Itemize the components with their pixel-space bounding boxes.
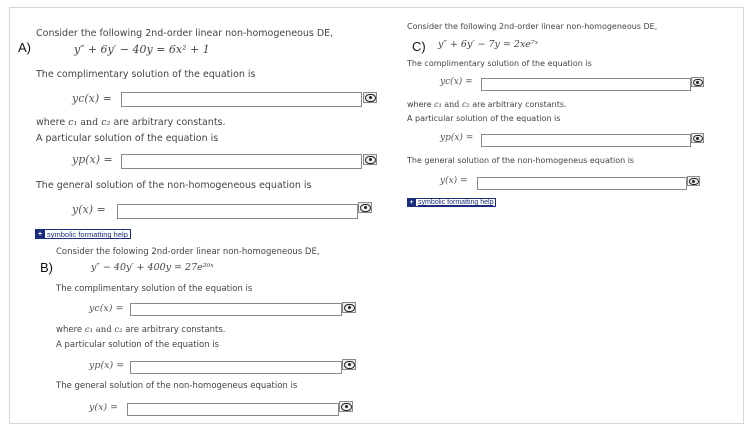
problem-a-and: and: [80, 117, 99, 128]
problem-a-y-input[interactable]: [117, 204, 358, 219]
problem-b-c1: c₁: [84, 325, 93, 335]
problem-b-y-label: y(x) =: [89, 402, 119, 413]
problem-a-complimentary-prompt: The complimentary solution of the equation is: [36, 69, 256, 80]
problem-b-yp-row: [89, 360, 127, 371]
problem-c-general-prompt: The general solution of the non-homogeneus equation is: [407, 156, 635, 165]
problem-a-constants-post: are arbitrary constants.: [113, 117, 226, 128]
problem-c-c2: c₂: [461, 100, 470, 109]
problem-c-and: and: [444, 100, 460, 109]
problem-c-yc-label: yc(x) =: [440, 77, 473, 87]
problem-a-intro: Consider the following 2nd-order linear non-homogeneous DE,: [36, 28, 334, 39]
problem-a-general-prompt: The general solution of the non-homogeneous equation is: [36, 180, 312, 191]
problem-c-yc-preview-button[interactable]: [691, 77, 704, 87]
problem-a-c2: c₂: [101, 117, 111, 128]
problem-a-yp-row: [72, 153, 116, 166]
eye-icon: [360, 204, 371, 212]
problem-a-y-preview-button[interactable]: [358, 202, 372, 213]
problem-c-yp-label: yp(x) =: [440, 133, 474, 143]
problem-a-symbolic-help-link[interactable]: [35, 229, 131, 239]
problem-c-constants-note: [407, 100, 567, 109]
problem-b-y-input[interactable]: [127, 403, 339, 416]
problem-b-complimentary-prompt: The complimentary solution of the equation is: [56, 284, 253, 294]
eye-icon: [365, 156, 376, 164]
problem-a-equation: y″ + 6y′ − 40y = 6x² + 1: [74, 43, 210, 56]
problem-c-symbolic-help-label: symbolic formatting help: [418, 199, 494, 206]
problem-a-constants-note: [36, 117, 226, 128]
problem-c-y-row: [440, 176, 471, 186]
problem-c-yc-row: [440, 77, 476, 87]
problem-b-intro: Consider the folowing 2nd-order linear non-homogeneous DE,: [56, 247, 320, 257]
problem-c-equation: y″ + 6y′ − 7y = 2xe⁷ˣ: [438, 39, 539, 50]
problem-a-yp-label: yp(x) =: [72, 153, 113, 166]
problem-c-intro: Consider the following 2nd-order linear non-homogeneous DE,: [407, 22, 658, 31]
problem-b-constants-where: where: [56, 325, 83, 335]
problem-c-c1: c₁: [434, 100, 442, 109]
problem-c-symbolic-help-link[interactable]: [407, 198, 496, 207]
problem-a-y-row: [72, 203, 109, 216]
problem-a-c1: c₁: [68, 117, 78, 128]
problem-c-particular-prompt: A particular solution of the equation is: [407, 114, 561, 123]
problem-c-complimentary-prompt: The complimentary solution of the equation is: [407, 59, 592, 68]
problem-a-yc-preview-button[interactable]: [363, 92, 377, 103]
problem-b-general-prompt: The general solution of the non-homogeneus equation is: [56, 381, 298, 391]
problem-c-y-input[interactable]: [477, 177, 687, 190]
problem-b-constants-note: [56, 325, 226, 335]
problem-a-yc-row: [72, 92, 115, 105]
eye-icon: [344, 304, 355, 312]
plus-icon: +: [407, 198, 416, 207]
problem-a-yc-input[interactable]: [121, 92, 362, 107]
problem-c-constants-where: where: [407, 100, 432, 109]
problem-a-y-label: y(x) =: [72, 203, 106, 216]
problem-b-yp-input[interactable]: [130, 361, 342, 374]
problem-c-label: C): [412, 39, 426, 54]
problem-c-y-preview-button[interactable]: [687, 176, 700, 186]
problem-a-yp-preview-button[interactable]: [363, 154, 377, 165]
problem-b-and: and: [95, 325, 112, 335]
eye-icon: [365, 94, 376, 102]
problem-c-yp-input[interactable]: [481, 134, 691, 147]
problem-c-yp-preview-button[interactable]: [691, 133, 704, 143]
problem-b-yp-preview-button[interactable]: [342, 359, 356, 370]
eye-icon: [344, 361, 355, 369]
problem-a-label: A): [18, 40, 31, 55]
problem-a-particular-prompt: A particular solution of the equation is: [36, 133, 219, 144]
problem-b-equation: y″ − 40y′ + 400y = 27e²⁰ˣ: [91, 262, 214, 273]
problem-b-yc-label: yc(x) =: [89, 303, 124, 314]
problem-b-y-preview-button[interactable]: [339, 401, 353, 412]
eye-icon: [693, 79, 703, 86]
eye-icon: [693, 135, 703, 142]
problem-b-c2: c₂: [114, 325, 123, 335]
problem-b-label: B): [40, 260, 53, 275]
problem-a-symbolic-help-label: symbolic formatting help: [47, 229, 128, 239]
problem-a-constants-where: where: [36, 117, 66, 128]
problem-b-particular-prompt: A particular solution of the equation is: [56, 340, 220, 350]
eye-icon: [341, 403, 352, 411]
plus-icon: +: [35, 229, 45, 239]
eye-icon: [689, 178, 699, 185]
problem-a-yc-label: yc(x) =: [72, 92, 112, 105]
problem-b-yc-input[interactable]: [130, 303, 342, 316]
problem-b-yc-preview-button[interactable]: [342, 302, 356, 313]
problem-b-constants-post: are arbitrary constants.: [125, 325, 226, 335]
problem-c-yp-row: [440, 133, 476, 143]
problem-c-constants-post: are arbitrary constants.: [472, 100, 567, 109]
problem-a-yp-input[interactable]: [121, 154, 362, 169]
problem-c-y-label: y(x) =: [440, 176, 468, 186]
problem-b-yc-row: [89, 303, 126, 314]
problem-b-yp-label: yp(x) =: [89, 360, 125, 371]
problem-c-yc-input[interactable]: [481, 78, 691, 91]
problem-b-y-row: [89, 402, 121, 413]
